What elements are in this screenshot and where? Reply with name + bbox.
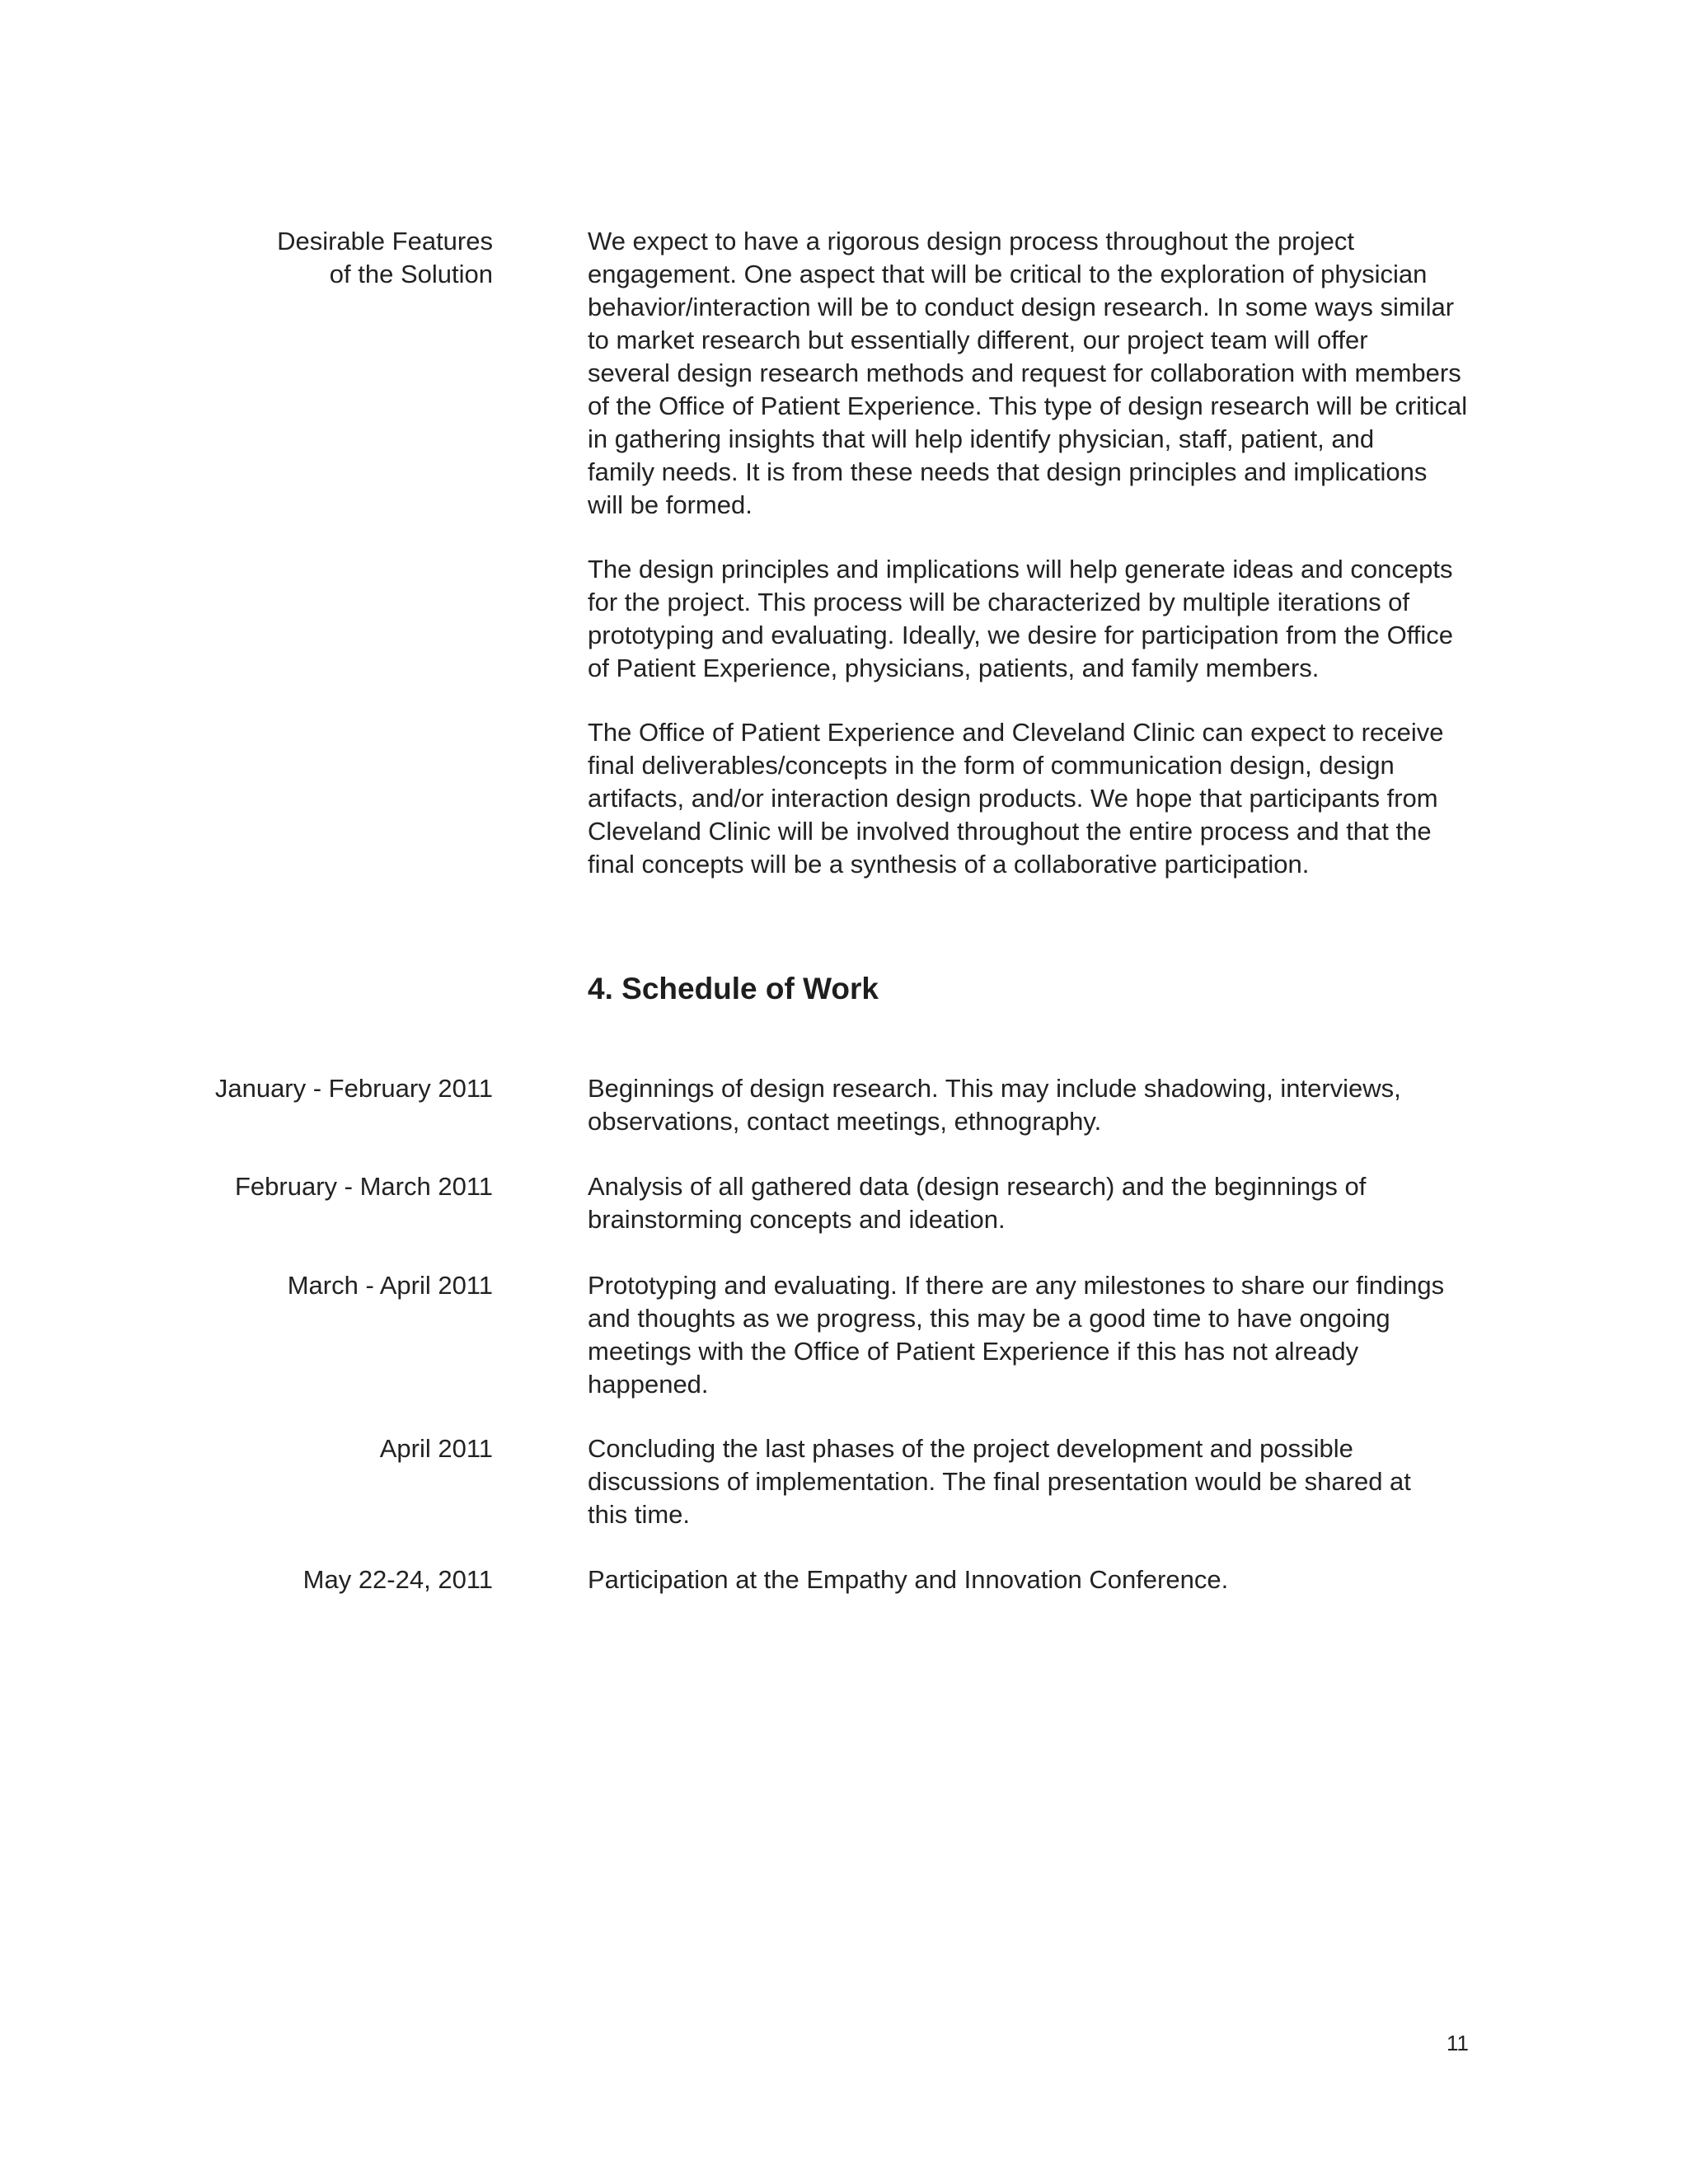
schedule-description-text <box>588 1563 1503 1596</box>
schedule-description <box>588 1269 1503 1401</box>
features-paragraph-1 <box>588 225 1503 522</box>
schedule-description <box>588 1072 1503 1138</box>
features-label-line: Desirable Features <box>277 227 493 255</box>
page-number: 11 <box>1447 2031 1469 2055</box>
features-body <box>588 225 1503 881</box>
description-line: and thoughts as we progress, this may be a good time to have ongoing <box>588 1304 1390 1333</box>
description-line: Beginnings of design research. This may include shadowing, interviews, <box>588 1074 1401 1103</box>
paragraph-line: family needs. It is from these needs that design principles and implications <box>588 457 1428 486</box>
features-label <box>277 225 493 291</box>
paragraph-line: We expect to have a rigorous design process throughout the project <box>588 227 1354 255</box>
description-line: Prototyping and evaluating. If there are any milestones to share our findings <box>588 1271 1445 1300</box>
paragraph-line: in gathering insights that will help identify physician, staff, patient, and <box>588 424 1375 453</box>
schedule-date: March - April 2011 <box>287 1271 493 1300</box>
features-paragraph-2 <box>588 553 1503 685</box>
schedule-date: January - February 2011 <box>214 1074 493 1103</box>
schedule-heading: 4. Schedule of Work <box>588 972 879 1005</box>
features-label-line: of the Solution <box>329 260 493 288</box>
description-line: brainstorming concepts and ideation. <box>588 1205 1006 1234</box>
paragraph-line: of the Office of Patient Experience. This type of design research will be critical <box>588 391 1468 420</box>
description-line: discussions of implementation. The final presentation would be shared at <box>588 1467 1411 1496</box>
schedule-description-text <box>588 1170 1503 1236</box>
paragraph-line: final concepts will be a synthesis of a collaborative participation. <box>588 850 1310 879</box>
paragraph-line: for the project. This process will be characterized by multiple iterations of <box>588 588 1410 616</box>
paragraph-line: final deliverables/concepts in the form of communication design, design <box>588 751 1395 780</box>
paragraph-line: several design research methods and request for collaboration with members <box>588 359 1461 387</box>
description-line: this time. <box>588 1500 691 1529</box>
paragraph-line: to market research but essentially different, our project team will offer <box>588 326 1368 354</box>
schedule-date: April 2011 <box>379 1434 493 1463</box>
paragraph-line: behavior/interaction will be to conduct design research. In some ways similar <box>588 293 1455 321</box>
schedule-description-text <box>588 1269 1503 1401</box>
schedule-date: February - March 2011 <box>235 1172 493 1201</box>
description-line: Concluding the last phases of the project development and possible <box>588 1434 1353 1463</box>
schedule-description <box>588 1432 1503 1531</box>
paragraph-line: prototyping and evaluating. Ideally, we desire for participation from the Office <box>588 621 1453 649</box>
description-line: meetings with the Office of Patient Experience if this has not already <box>588 1337 1359 1366</box>
paragraph-line: The design principles and implications will help generate ideas and concepts <box>588 555 1453 583</box>
paragraph-line: will be formed. <box>588 490 753 519</box>
schedule-description <box>588 1563 1503 1596</box>
paragraph-line: The Office of Patient Experience and Cleveland Clinic can expect to receive <box>588 718 1444 747</box>
schedule-description-text <box>588 1432 1503 1531</box>
description-line: observations, contact meetings, ethnography. <box>588 1107 1102 1136</box>
paragraph-line: artifacts, and/or interaction design products. We hope that participants from <box>588 784 1438 813</box>
description-line: happened. <box>588 1370 709 1399</box>
paragraph-line: Cleveland Clinic will be involved throughout the entire process and that the <box>588 817 1432 846</box>
paragraph-line: engagement. One aspect that will be critical to the exploration of physician <box>588 260 1428 288</box>
schedule-description-text <box>588 1072 1503 1138</box>
schedule-description <box>588 1170 1503 1236</box>
features-paragraph-3 <box>588 716 1503 881</box>
description-line: Analysis of all gathered data (design research) and the beginnings of <box>588 1172 1367 1201</box>
description-line: Participation at the Empathy and Innovation Conference. <box>588 1565 1229 1594</box>
schedule-date: May 22-24, 2011 <box>302 1565 493 1594</box>
paragraph-line: of Patient Experience, physicians, patients, and family members. <box>588 654 1320 682</box>
